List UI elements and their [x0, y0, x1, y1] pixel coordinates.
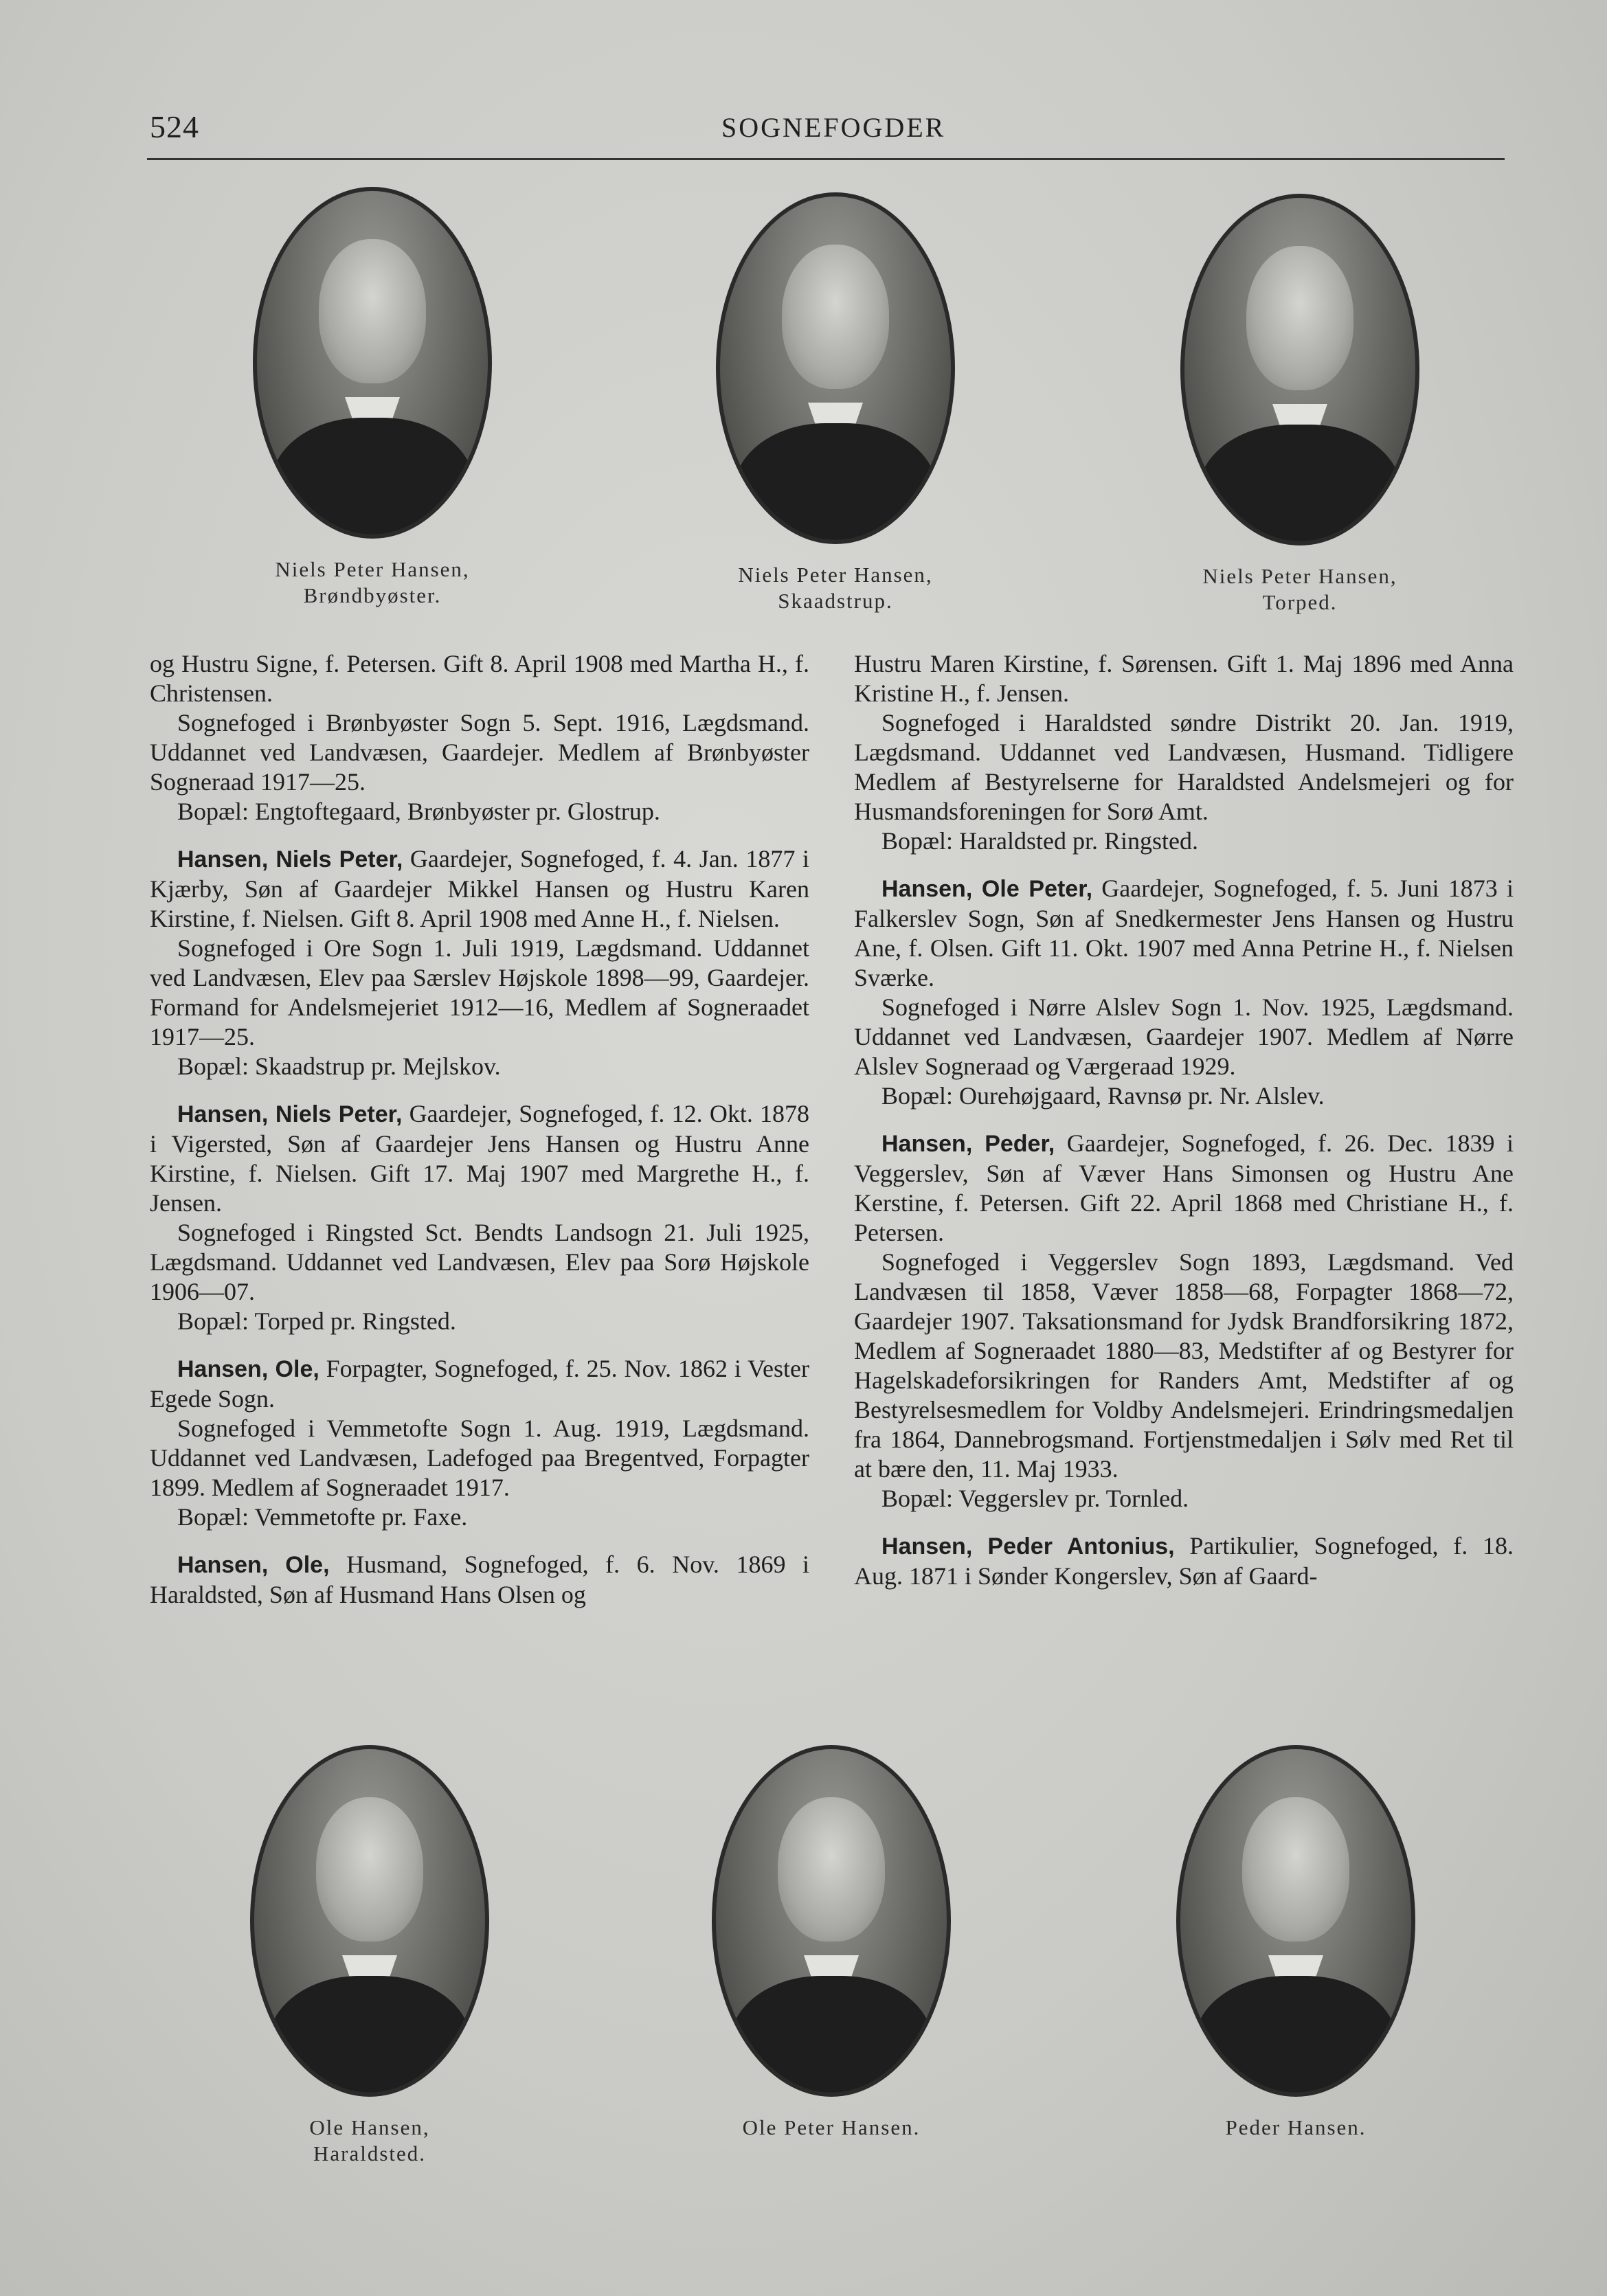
entry-paragraph: Sognefoged i Brønbyøster Sogn 5. Sept. 1916, Lægdsmand. Uddannet ved Landvæsen, Gaardejer. Medlem af Brønbyøster Sogneraad 1917—25. — [150, 709, 809, 796]
biography-entry — [150, 1099, 809, 1336]
portrait-caption — [246, 2115, 493, 2167]
biography-entry — [854, 874, 1514, 1111]
entry-paragraph: Sognefoged i Nørre Alslev Sogn 1. Nov. 1925, Lægdsmand. Uddannet ved Landvæsen, Gaardejer 1907. Medlem af Nørre Alslev Sogneraad og Værgeraad 1929. — [854, 993, 1514, 1080]
portrait-caption — [249, 556, 496, 609]
portrait-caption — [712, 562, 959, 614]
entry-paragraph: Partikulier, Sognefoged, f. 18. Aug. 1871 i Sønder Kongerslev, Søn af Gaard- — [854, 1532, 1514, 1590]
caption-line: Niels Peter Hansen, — [275, 557, 470, 581]
entry-paragraph: Sognefoged i Ore Sogn 1. Juli 1919, Lægdsmand. Uddannet ved Landvæsen, Elev paa Særslev Højskole 1898—99, Gaardejer. Formand for Andelsmejeriet 1912—16, Medlem af Sogneraadet 1917—25. — [150, 934, 809, 1050]
entry-paragraph: Gaardejer, Sognefoged, f. 12. Okt. 1878 i Vigersted, Søn af Gaardejer Jens Hansen og Hustru Anne Kirstine, f. Nielsen. Gift 17. Maj 1907 med Margrethe H., f. Jensen. — [150, 1100, 810, 1217]
entry-paragraph: Husmand, Sognefoged, f. 6. Nov. 1869 i Haraldsted, Søn af Husmand Hans Olsen og — [150, 1551, 809, 1608]
portrait-caption — [708, 2115, 955, 2141]
entry-name: Hansen, Niels Peter, — [177, 846, 403, 873]
caption-line: Niels Peter Hansen, — [1202, 564, 1397, 588]
entry-name: Hansen, Peder Antonius, — [881, 1533, 1175, 1560]
portrait-6 — [1172, 1745, 1419, 2141]
caption-line: Haraldsted. — [313, 2141, 427, 2165]
entry-paragraph: Gaardejer, Sognefoged, f. 26. Dec. 1839 i Veggerslev, Søn af Væver Hans Simonsen og Hustru Ane Kerstine, f. Petersen. Gift 22. April 1868 med Christiane H., f. Petersen. — [854, 1129, 1514, 1246]
running-head: SOGNEFOGDER — [721, 112, 946, 143]
entry-paragraph: Sognefoged i Veggerslev Sogn 1893, Lægdsmand. Ved Landvæsen til 1858, Væver 1858—68, Forpagter 1868—72, Gaardejer 1907. Taksationsmand for Jydsk Brandforsikring 1872, Medlem af Sogneraadet 1880—83, Medstifter af og Bestyrer for Hagelskadeforsikringen for Randers Amt, Medstifter af og Bestyrelsesmedlem for Voldby Andelsmejeri. Erindringsmedaljen fra 1864, Dannebrogsmand. Fortjenstmedaljen i Sølv med Ret til at bære den, 11. Maj 1933. — [854, 1248, 1514, 1483]
entry-name: Hansen, Peder, — [881, 1131, 1055, 1157]
portrait-5 — [708, 1745, 955, 2141]
portrait-photo — [1180, 194, 1419, 545]
portrait-caption — [1176, 563, 1424, 616]
caption-line: Ole Hansen, — [309, 2115, 430, 2139]
biography-entry — [854, 1531, 1514, 1591]
entry-paragraph: Hustru Maren Kirstine, f. Sørensen. Gift 1. Maj 1896 med Anna Kristine H., f. Jensen. — [854, 650, 1514, 707]
entry-name: Hansen, Ole, — [177, 1552, 330, 1578]
entry-address: Bopæl: Ourehøjgaard, Ravnsø pr. Nr. Alslev. — [881, 1082, 1325, 1110]
entry-paragraph: Sognefoged i Ringsted Sct. Bendts Landsogn 21. Juli 1925, Lægdsmand. Uddannet ved Landvæsen, Elev paa Sorø Højskole 1906—07. — [150, 1219, 809, 1305]
text-column-right — [854, 649, 1514, 1609]
entry-address: Bopæl: Haraldsted pr. Ringsted. — [881, 827, 1198, 855]
entry-address: Bopæl: Torped pr. Ringsted. — [177, 1307, 456, 1335]
entry-name: Hansen, Ole, — [177, 1356, 319, 1382]
caption-line: Torped. — [1262, 590, 1338, 614]
biography-entry — [854, 649, 1514, 856]
portrait-photo — [1176, 1745, 1415, 2097]
portrait-4 — [246, 1745, 493, 2167]
entry-address: Bopæl: Vemmetofte pr. Faxe. — [177, 1503, 468, 1531]
entry-paragraph: og Hustru Signe, f. Petersen. Gift 8. April 1908 med Martha H., f. Christensen. — [150, 650, 809, 707]
caption-line: Brøndbyøster. — [303, 583, 442, 607]
portrait-photo — [716, 192, 955, 544]
portrait-photo — [253, 187, 492, 539]
biography-entry — [150, 1550, 809, 1610]
biography-entry — [150, 844, 809, 1081]
caption-line: Peder Hansen. — [1225, 2115, 1367, 2139]
entry-paragraph: Sognefoged i Vemmetofte Sogn 1. Aug. 1919, Lægdsmand. Uddannet ved Landvæsen, Ladefoged paa Bregentved, Forpagter 1899. Medlem af Sogneraadet 1917. — [150, 1415, 809, 1501]
portrait-3 — [1176, 194, 1424, 616]
entry-address: Bopæl: Skaadstrup pr. Mejlskov. — [177, 1053, 501, 1080]
portrait-photo — [712, 1745, 951, 2097]
caption-line: Ole Peter Hansen. — [742, 2115, 921, 2139]
biography-entry — [150, 1354, 809, 1532]
entry-address: Bopæl: Engtoftegaard, Brønbyøster pr. Glostrup. — [177, 798, 660, 825]
entry-paragraph: Sognefoged i Haraldsted søndre Distrikt 20. Jan. 1919, Lægdsmand. Uddannet ved Landvæsen, Husmand. Tidligere Medlem af Bestyrelserne for Haraldsted Andelsmejeri og for Husmandsforeningen for Sorø Amt. — [854, 709, 1514, 825]
caption-line: Skaadstrup. — [778, 589, 893, 613]
header-rule — [147, 158, 1505, 160]
caption-line: Niels Peter Hansen, — [738, 563, 933, 587]
biography-entry — [150, 649, 809, 826]
portrait-2 — [712, 192, 959, 614]
portrait-photo — [250, 1745, 489, 2097]
entry-paragraph: Gaardejer, Sognefoged, f. 4. Jan. 1877 i Kjærby, Søn af Gaardejer Mikkel Hansen og Hustru Karen Kirstine, f. Nielsen. Gift 8. April 1908 med Anne H., f. Nielsen. — [150, 845, 809, 932]
text-column-left — [150, 649, 809, 1628]
biography-entry — [854, 1129, 1514, 1513]
entry-address: Bopæl: Veggerslev pr. Tornled. — [881, 1485, 1189, 1512]
page-number: 524 — [150, 109, 199, 144]
entry-name: Hansen, Ole Peter, — [881, 876, 1093, 902]
entry-paragraph: Forpagter, Sognefoged, f. 25. Nov. 1862 i Vester Egede Sogn. — [150, 1355, 809, 1413]
portrait-1 — [249, 187, 496, 609]
entry-name: Hansen, Niels Peter, — [177, 1101, 403, 1127]
portrait-caption — [1172, 2115, 1419, 2141]
entry-paragraph: Gaardejer, Sognefoged, f. 5. Juni 1873 i Falkerslev Sogn, Søn af Snedkermester Jens Hansen og Hustru Ane, f. Olsen. Gift 11. Okt. 1907 med Anna Petrine H., f. Nielsen Sværke. — [854, 875, 1514, 991]
